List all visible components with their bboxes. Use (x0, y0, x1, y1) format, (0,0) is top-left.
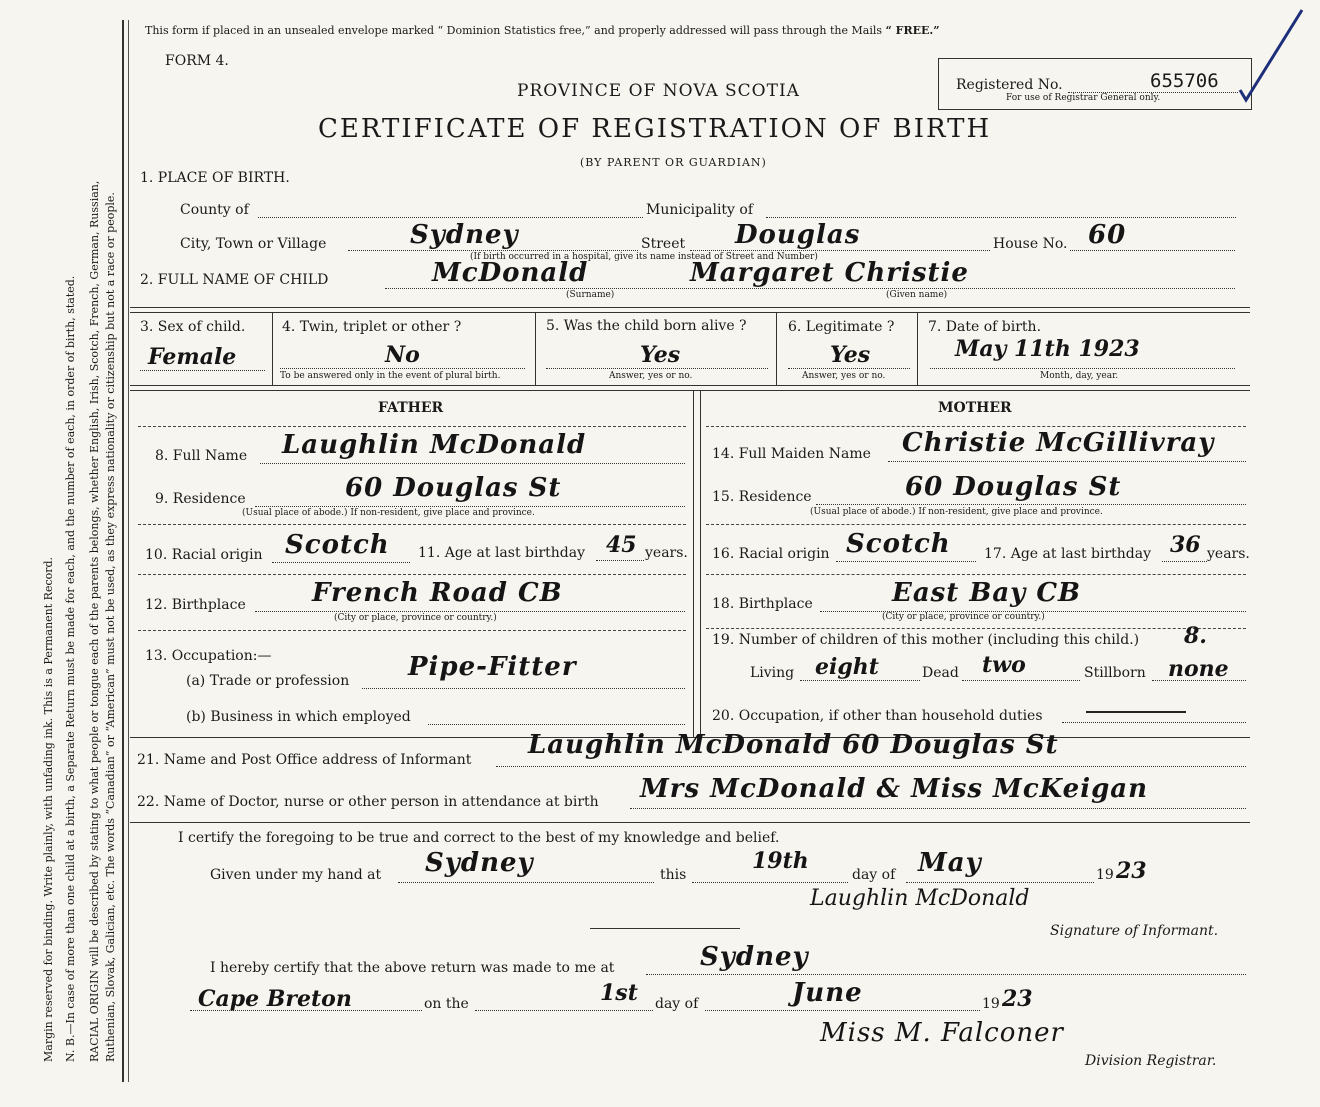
twin-note: To be answered only in the event of plural birth. (280, 371, 501, 381)
check-mark-icon (1236, 4, 1308, 104)
father-name-value: Laughlin McDonald (282, 430, 587, 460)
informant-label: 21. Name and Post Office address of Informant (137, 752, 472, 768)
father-age-value: 45 (606, 532, 637, 558)
dob-label: 7. Date of birth. (928, 319, 1042, 335)
mother-birthplace-label: 18. Birthplace (712, 596, 813, 612)
father-racial-label: 10. Racial origin (145, 547, 263, 563)
dead-value: two (982, 652, 1026, 678)
father-trade-label: (a) Trade or profession (186, 673, 350, 689)
mail-notice (145, 24, 940, 37)
mother-residence-label: 15. Residence (712, 489, 812, 505)
child-given-name: Margaret Christie (690, 258, 969, 288)
informant-value: Laughlin McDonald 60 Douglas St (528, 730, 1059, 760)
registrar-statement: I hereby certify that the above return was made to me at (210, 960, 615, 976)
father-trade-value: Pipe-Fitter (408, 652, 577, 682)
registrar-county: Cape Breton (198, 986, 352, 1012)
child-name-label: 2. FULL NAME OF CHILD (140, 272, 329, 288)
registrar-on-the-label: on the (424, 996, 469, 1012)
street-value: Douglas (735, 220, 861, 250)
father-racial-value: Scotch (285, 530, 390, 560)
sex-value: Female (148, 344, 237, 370)
father-business-label: (b) Business in which employed (186, 709, 411, 725)
registered-note: For use of Registrar General only. (1006, 93, 1161, 103)
cert-year-suffix: 23 (1116, 858, 1147, 884)
hospital-note: (If birth occurred in a hospital, give its name instead of Street and Number) (470, 252, 818, 262)
stillborn-label: Stillborn (1084, 665, 1146, 681)
this-label: this (660, 867, 687, 883)
county-label: County of (180, 202, 249, 218)
twin-label: 4. Twin, triplet or other ? (282, 319, 462, 335)
sex-label: 3. Sex of child. (140, 319, 246, 335)
margin-binding-note: Margin reserved for binding. Write plainly, with unfading ink. This is a Permanent Record. (42, 556, 55, 1062)
dob-note: Month, day, year. (1040, 371, 1119, 381)
surname-caption: (Surname) (566, 290, 615, 300)
father-heading: FATHER (378, 400, 444, 416)
registrar-year-prefix: 19 (982, 996, 1000, 1012)
mother-age-value: 36 (1170, 532, 1201, 558)
registrar-caption: Division Registrar. (1085, 1053, 1217, 1069)
certify-statement: I certify the foregoing to be true and correct to the best of my knowledge and belief. (178, 830, 780, 846)
margin-border-inner (128, 20, 129, 1082)
city-value: Sydney (410, 220, 519, 250)
cert-day-of-label: day of (852, 867, 896, 883)
legitimate-value: Yes (830, 342, 871, 368)
registrar-signature: Miss M. Falconer (820, 1018, 1064, 1048)
mother-years: years. (1207, 546, 1250, 562)
father-residence-note: (Usual place of abode.) If non-resident, give place and province. (242, 508, 535, 518)
mother-residence-value: 60 Douglas St (905, 472, 1122, 502)
alive-label: 5. Was the child born alive ? (546, 318, 747, 334)
child-surname: McDonald (432, 258, 589, 288)
alive-value: Yes (640, 342, 681, 368)
twin-value: No (385, 342, 420, 368)
form-number: FORM 4. (165, 53, 229, 69)
mother-occupation-label: 20. Occupation, if other than household duties (712, 708, 1043, 724)
mother-name-label: 14. Full Maiden Name (712, 446, 871, 462)
mother-racial-value: Scotch (846, 529, 951, 559)
place-heading: 1. PLACE OF BIRTH. (140, 170, 290, 186)
mother-birthplace-note: (City or place, province or country.) (882, 612, 1045, 622)
living-label: Living (750, 665, 795, 681)
legitimate-label: 6. Legitimate ? (788, 319, 895, 335)
margin-nb-note: N. B.—In case of more than one child at a birth, a Separate Return must be made for each, and the number of each, in order of birth, stated. (64, 275, 77, 1062)
mother-age-label: 17. Age at last birthday (984, 546, 1152, 562)
doctor-label: 22. Name of Doctor, nurse or other person in attendance at birth (137, 794, 599, 810)
cert-day-value: 19th (752, 848, 809, 874)
mother-racial-label: 16. Racial origin (712, 546, 830, 562)
stillborn-value: none (1168, 656, 1229, 682)
registrar-day-value: 1st (600, 980, 638, 1006)
father-occupation-label: 13. Occupation:— (145, 648, 272, 664)
dead-label: Dead (922, 665, 959, 681)
mail-notice-text: This form if placed in an unsealed envelope marked “ Dominion Statistics free,” and properly addressed will pass through the Mails (145, 24, 882, 37)
street-label: Street (641, 236, 686, 252)
alive-note: Answer, yes or no. (609, 371, 693, 381)
doctor-value: Mrs McDonald & Miss McKeigan (640, 774, 1149, 804)
given-label: Given under my hand at (210, 867, 382, 883)
mother-birthplace-value: East Bay CB (892, 578, 1082, 608)
mother-heading: MOTHER (938, 400, 1012, 416)
father-birthplace-value: French Road CB (312, 578, 563, 608)
father-birthplace-label: 12. Birthplace (145, 597, 246, 613)
father-years: years. (645, 545, 688, 561)
municipality-label: Municipality of (646, 202, 754, 218)
mother-residence-note: (Usual place of abode.) If non-resident, give place and province. (810, 507, 1103, 517)
given-caption: (Given name) (886, 290, 948, 300)
father-birthplace-note: (City or place, province or country.) (334, 613, 497, 623)
page-title: CERTIFICATE OF REGISTRATION OF BIRTH (318, 114, 992, 144)
mother-children-value: 8. (1184, 623, 1207, 649)
dob-value: May 11th 1923 (955, 336, 1140, 362)
house-value: 60 (1088, 220, 1127, 250)
mother-children-label: 19. Number of children of this mother (including this child.) (712, 632, 1140, 648)
father-residence-label: 9. Residence (155, 491, 246, 507)
legitimate-note: Answer, yes or no. (802, 371, 886, 381)
province-heading: PROVINCE OF NOVA SCOTIA (517, 81, 800, 101)
given-place: Sydney (425, 848, 534, 878)
city-label: City, Town or Village (180, 236, 327, 252)
cert-year-prefix: 19 (1096, 867, 1114, 883)
mail-notice-free: “ FREE.” (885, 24, 940, 37)
registrar-year-suffix: 23 (1002, 986, 1033, 1012)
margin-border (122, 20, 124, 1082)
father-residence-value: 60 Douglas St (345, 473, 562, 503)
registrar-place: Sydney (700, 942, 809, 972)
cert-month-value: May (918, 848, 982, 878)
informant-signature: Laughlin McDonald (810, 886, 1030, 911)
margin-racial-note-2: Ruthenian, Slovak, Galician, etc. The words “Canadian” or “American” must not be used, as they express nationality or citizenship but not a race or people. (104, 192, 117, 1062)
informant-signature-caption: Signature of Informant. (1050, 923, 1219, 939)
page-subtitle: (BY PARENT OR GUARDIAN) (580, 156, 767, 169)
father-age-label: 11. Age at last birthday (418, 545, 586, 561)
house-label: House No. (993, 236, 1068, 252)
father-name-label: 8. Full Name (155, 448, 248, 464)
registrar-day-of-label: day of (655, 996, 699, 1012)
registered-label: Registered No. (956, 77, 1063, 93)
registered-number: 655706 (1150, 70, 1219, 92)
mother-name-value: Christie McGillivray (902, 428, 1215, 458)
living-value: eight (815, 654, 879, 680)
registrar-month-value: June (792, 978, 863, 1008)
margin-racial-note: RACIAL ORIGIN will be described by stating to what people or tongue each of the parents belongs, whether English, Irish, Scotch, French, German, Russian, (88, 180, 101, 1062)
